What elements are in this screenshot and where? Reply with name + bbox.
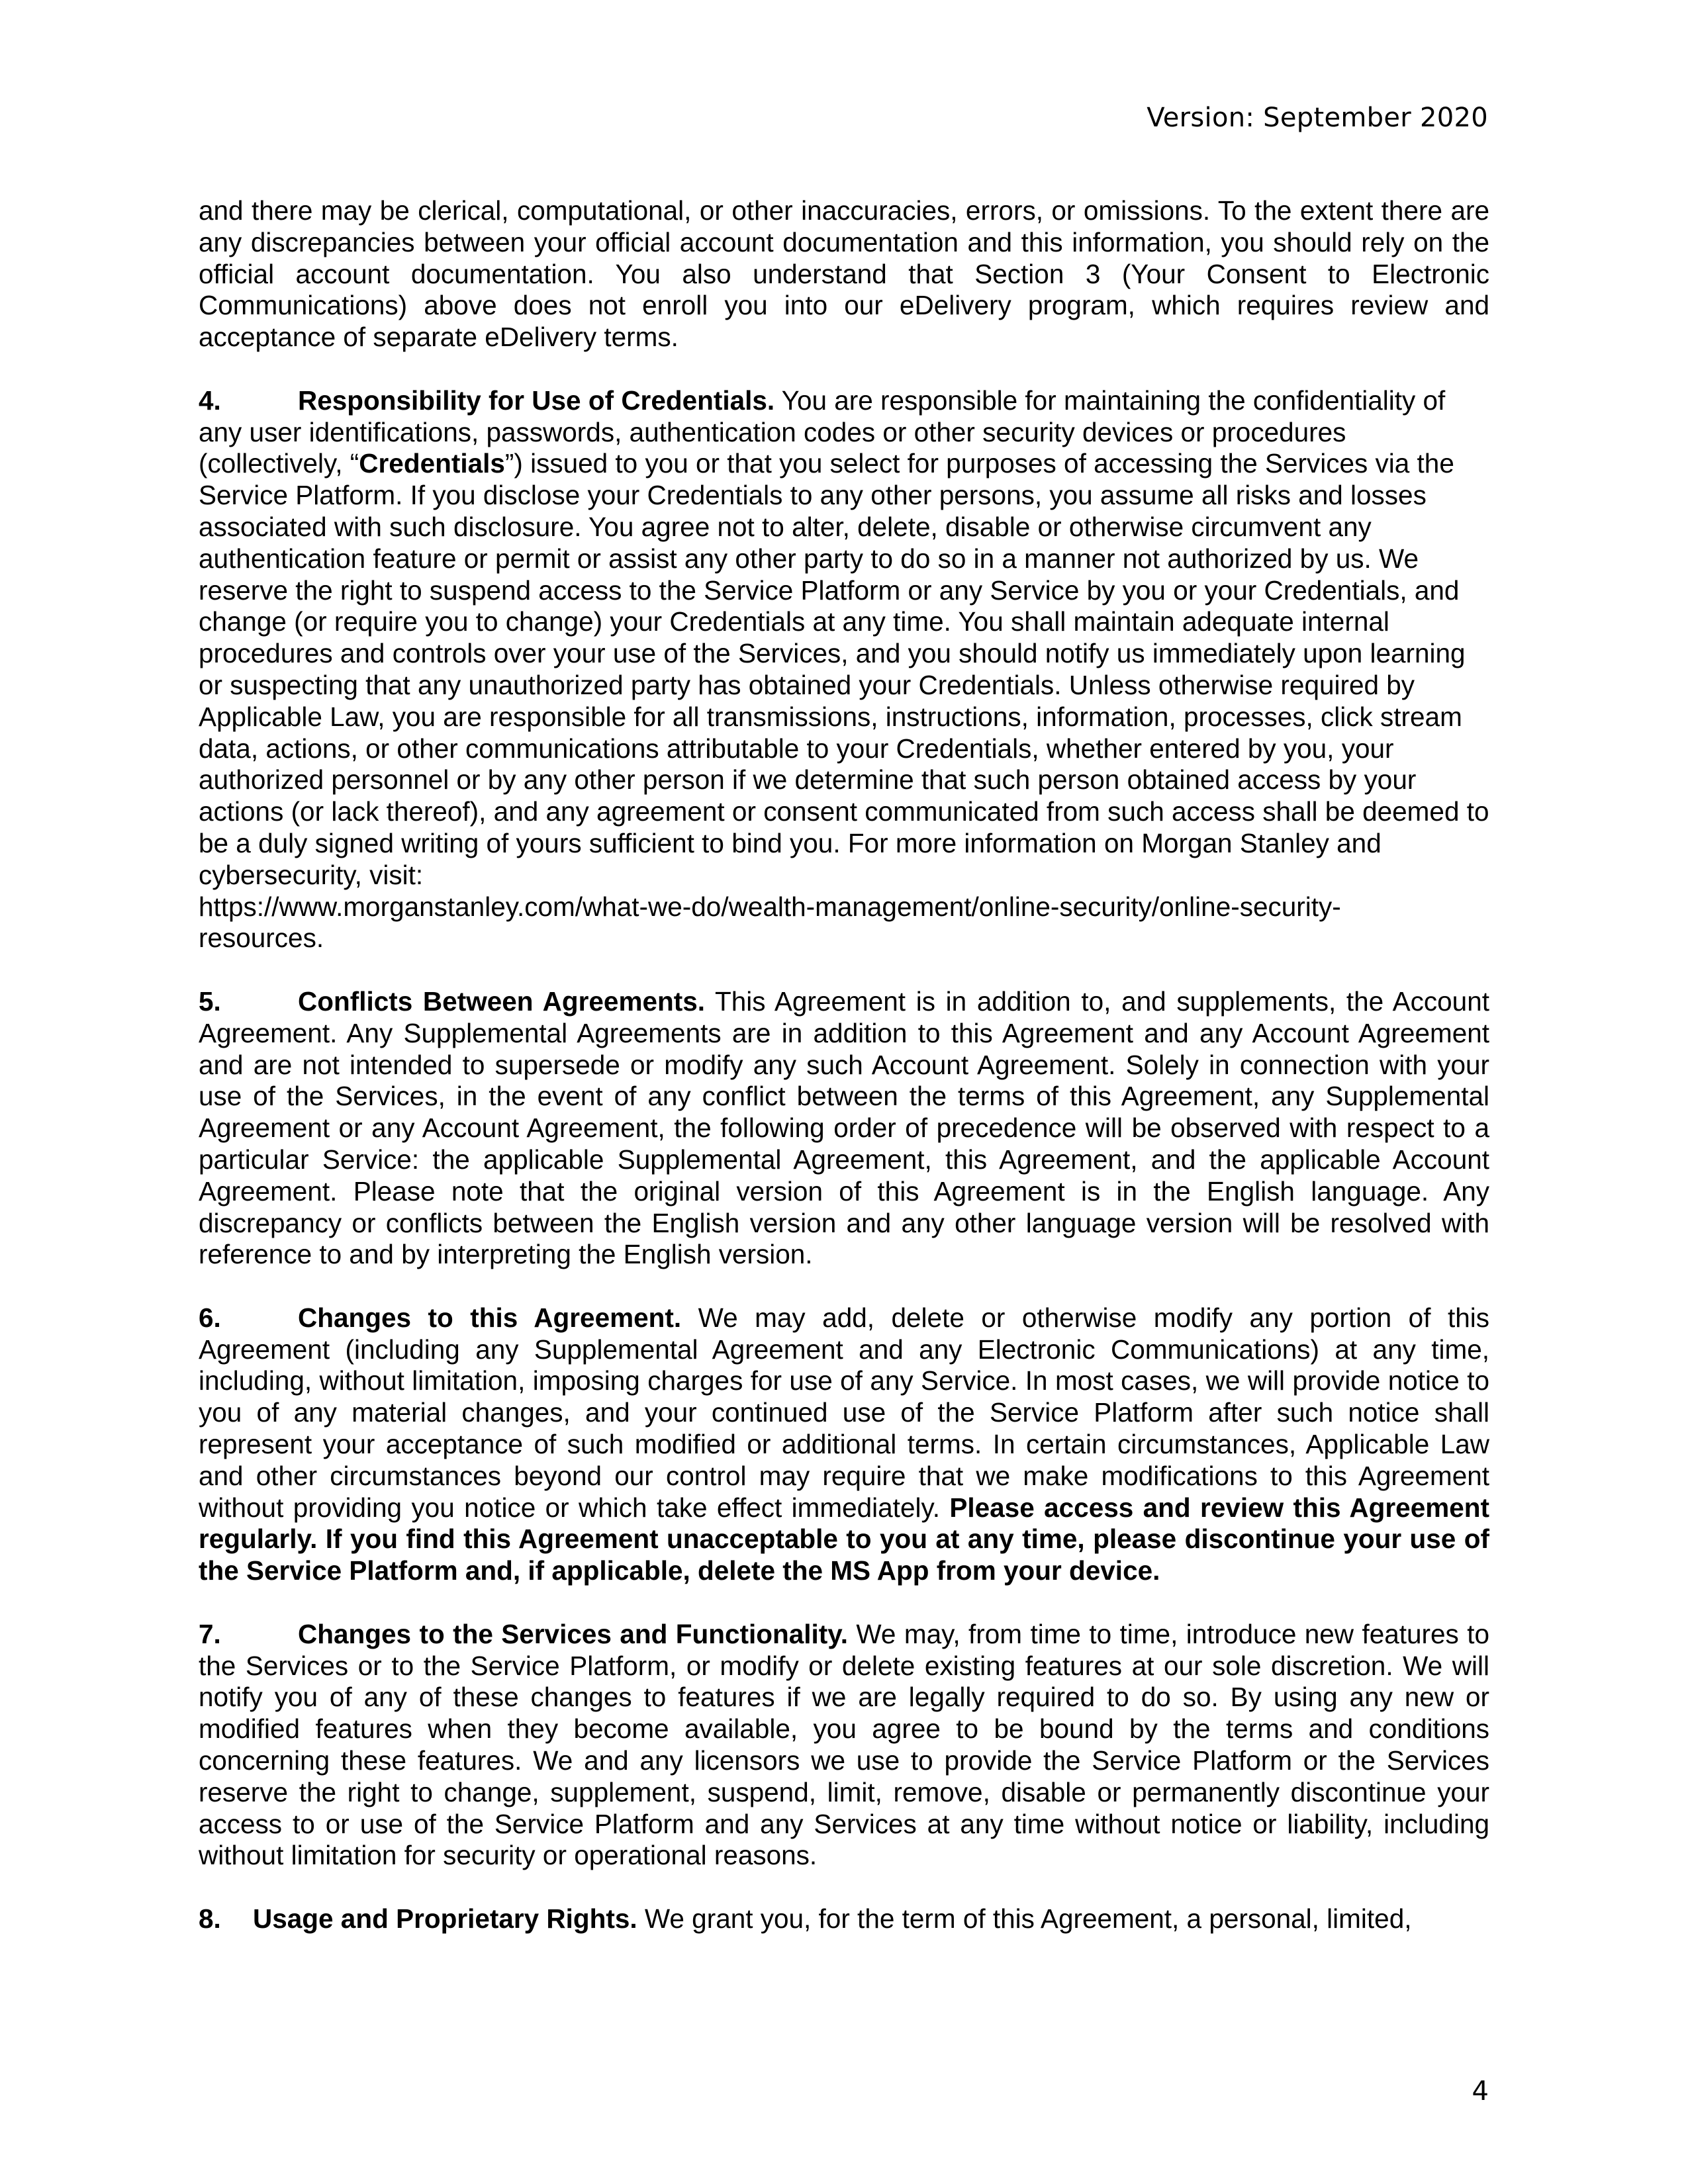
version-label: Version: September 2020: [1147, 103, 1488, 133]
section-number: 8.: [199, 1903, 221, 1934]
section-text: This Agreement is in addition to, and supplements, the Account Agreement. Any Supplemental Agreements are in addition to this Agreement and any Account Agreement and are not intended to supersede or modify any such Account Agreement. Solely in connection with your use of the Services, in the event of any conflict between the terms of this Agreement, any Supplemental Agreement or any Account Agreement, the following order of precedence will be observed with respect to a particular Service: the applicable Supplemental Agreement, this Agreement, and the applicable Account Agreement. Please note that the original version of this Agreement is in the English language. Any discrepancy or conflicts between the English version and any other language version will be resolved with reference to and by interpreting the English version.: [199, 985, 1489, 1270]
section-text: We grant you, for the term of this Agreement, a personal, limited,: [637, 1903, 1412, 1934]
section-text: You are responsible for maintaining the confidentiality of any user identifications, passwords, authentication codes or other security devices or procedures (collectively, “: [199, 385, 1446, 479]
section-text: We may, from time to time, introduce new features to the Services or to the Service Platform, or modify or delete existing features at our sole discretion. We will notify you of any of these changes to features if we are legally required to do so. By using any new or modified features when they become available, you agree to be bound by the terms and conditions concerning these features. We and any licensors we use to provide the Service Platform or the Services reserve the right to change, supplement, suspend, limit, remove, disable or permanently discontinue your access to or use of the Service Platform and any Services at any time without notice or liability, including without limitation for security or operational reasons.: [199, 1618, 1490, 1871]
section-bold-notice: Please access and review this Agreement regularly. If you find this Agreement unacceptable to you at any time, please discontinue your use of the Service Platform and, if applicable, delete the MS App from your device.: [199, 1492, 1489, 1586]
section-heading: Changes to this Agreement.: [298, 1302, 682, 1333]
section-5: [199, 986, 1489, 1271]
paragraph-continuation: [199, 195, 1489, 353]
section-4: [199, 385, 1489, 954]
section-heading: Usage and Proprietary Rights.: [253, 1903, 637, 1934]
section-text-continued: ”) issued to you or that you select for purposes of accessing the Services via the Service Platform. If you disclose your Credentials to any other persons, you assume all risks and losses associated with such disclosure. You agree not to alter, delete, disable or otherwise circumvent any authentication feature or permit or assist any other party to do so in a manner not authorized by us. We reserve the right to suspend access to the Service Platform or any Service by you or your Credentials, and change (or require you to change) your Credentials at any time. You shall maintain adequate internal procedures and controls over your use of the Services, and you should notify us immediately upon learning or suspecting that any unauthorized party has obtained your Credentials. Unless otherwise required by Applicable Law, you are responsible for all transmissions, instructions, information, processes, click stream data, actions, or other communications attributable to your Credentials, whether entered by you, your authorized personnel or by any other person if we determine that such person obtained access by your actions (or lack thereof), and any agreement or consent communicated from such access shall be deemed to be a duly signed writing of yours sufficient to bind you. For more information on Morgan Stanley and cybersecurity, visit:: [199, 448, 1489, 890]
page-number: 4: [1472, 2076, 1489, 2107]
defined-term: Credentials: [359, 448, 505, 479]
section-heading: Changes to the Services and Functionality.: [298, 1618, 848, 1649]
section-heading: Conflicts Between Agreements.: [298, 985, 705, 1017]
section-number: 6.: [199, 1302, 221, 1333]
agreement-body: [199, 195, 1489, 1967]
section-6: [199, 1302, 1489, 1587]
security-url-continued: resources.: [199, 923, 324, 954]
section-heading: Responsibility for Use of Credentials.: [298, 385, 775, 416]
section-7: [199, 1619, 1489, 1872]
section-number: 4.: [199, 385, 221, 416]
section-number: 5.: [199, 985, 221, 1017]
section-8: [199, 1903, 1489, 1935]
section-text: We may add, delete or otherwise modify any portion of this Agreement (including any Supplemental Agreement and any Electronic Communications) at any time, including, without limitation, imposing charges for use of any Service. In most cases, we will provide notice to you of any material changes, and your continued use of the Service Platform after such notice shall represent your acceptance of such modified or additional terms. In certain circumstances, Applicable Law and other circumstances beyond our control may require that we make modifications to this Agreement without providing you notice or which take effect immediately.: [199, 1302, 1489, 1523]
section-number: 7.: [199, 1618, 221, 1649]
security-url: https://www.morganstanley.com/what-we-do/wealth-management/online-security/online-security-: [199, 891, 1341, 922]
paragraph-text: and there may be clerical, computational, or other inaccuracies, errors, or omissions. To the extent there are any discrepancies between your official account documentation and this information, you should rely on the official account documentation. You also understand that Section 3 (Your Consent to Electronic Communications) above does not enroll you into our eDelivery program, which requires review and acceptance of separate eDelivery terms.: [199, 195, 1489, 353]
